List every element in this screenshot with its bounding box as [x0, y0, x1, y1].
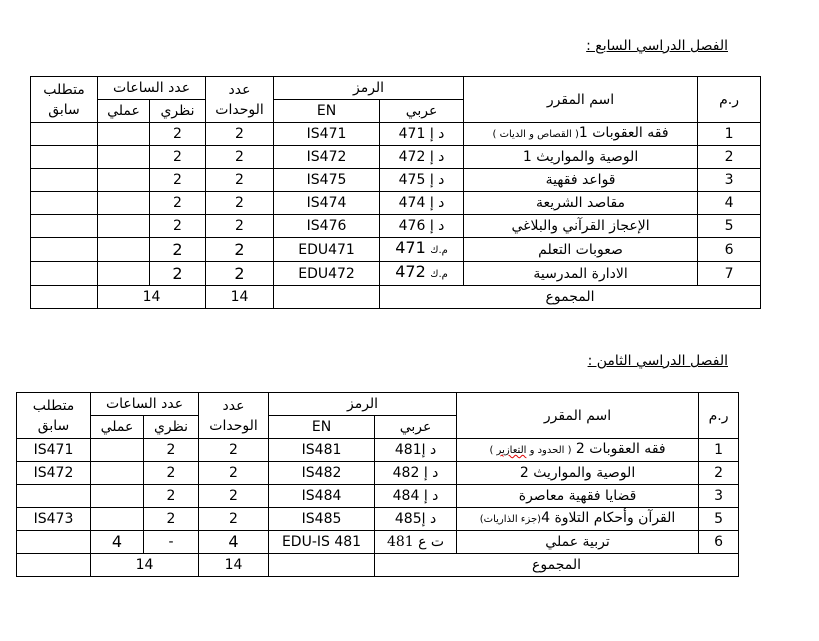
header-prereq [31, 77, 98, 123]
row-name: الإعجاز القرآني والبلاغي [464, 215, 698, 238]
row-units: 2 [199, 462, 269, 485]
row-units: 2 [206, 146, 274, 169]
row-name [457, 439, 699, 462]
total-empty [269, 554, 375, 577]
row-prereq [31, 238, 98, 262]
total-row [17, 554, 739, 577]
row-code-en: EDU-IS 481 [269, 531, 375, 554]
header-code-en: EN [274, 100, 380, 123]
row-num: 5 [698, 215, 761, 238]
header-units-line2: الوحدات [209, 417, 258, 434]
total-label: المجموع [375, 554, 739, 577]
header-units [206, 77, 274, 123]
row-num: 6 [698, 238, 761, 262]
row-units: 2 [199, 485, 269, 508]
row-prereq: IS473 [17, 508, 91, 531]
table-header-row [31, 77, 761, 100]
header-code-ar: عربي [380, 100, 464, 123]
row-practical [98, 169, 150, 192]
course-name: فقه العقوبات 2 [575, 441, 666, 457]
header-num: ر.م [698, 77, 761, 123]
row-code-ar: د إ 482 [375, 462, 457, 485]
row-num: 1 [699, 439, 739, 462]
total-empty [274, 286, 380, 309]
row-code-ar: د إ 472 [380, 146, 464, 169]
row-num: 4 [698, 192, 761, 215]
row-practical [98, 192, 150, 215]
row-name: تربية عملي [457, 531, 699, 554]
row-units: 2 [199, 439, 269, 462]
table-row [17, 485, 739, 508]
total-hours: 14 [91, 554, 199, 577]
row-code-ar [380, 262, 464, 286]
semester-8-title: الفصل الدراسي الثامن : [587, 353, 728, 369]
row-code-en: IS481 [269, 439, 375, 462]
header-code-en: EN [269, 416, 375, 439]
row-theory: 2 [150, 238, 206, 262]
row-code-ar: د إ 475 [380, 169, 464, 192]
row-theory: 2 [150, 123, 206, 146]
row-code-en: IS471 [274, 123, 380, 146]
row-practical [91, 485, 144, 508]
row-code-ar: د إ 484 [375, 485, 457, 508]
header-theory: نظري [150, 100, 206, 123]
header-units-line2: الوحدات [215, 101, 264, 118]
code-prefix: م.ك [430, 269, 448, 280]
row-num: 3 [699, 485, 739, 508]
row-code-en: IS472 [274, 146, 380, 169]
course-note: (جزء الذاريات) [479, 514, 542, 525]
row-units: 2 [206, 262, 274, 286]
header-code: الرمز [269, 393, 457, 416]
header-num: ر.م [699, 393, 739, 439]
course-note: ( القصاص و الديات ) [492, 129, 579, 140]
row-name: الادارة المدرسية [464, 262, 698, 286]
row-prereq: IS471 [17, 439, 91, 462]
row-practical [98, 238, 150, 262]
row-name: مقاصد الشريعة [464, 192, 698, 215]
row-name [464, 123, 698, 146]
table-row [17, 439, 739, 462]
row-code-en: EDU471 [274, 238, 380, 262]
row-practical [91, 439, 144, 462]
row-practical [98, 146, 150, 169]
header-prereq-line1: متطلب [32, 397, 75, 414]
row-theory: 2 [150, 192, 206, 215]
semester-8-table [16, 392, 739, 577]
row-prereq [31, 262, 98, 286]
row-code-ar: د إ 476 [380, 215, 464, 238]
header-name: اسم المقرر [464, 77, 698, 123]
header-prereq-line2: سابق [37, 417, 70, 434]
row-code-ar: د إ481 [375, 439, 457, 462]
row-code-ar: د إ485 [375, 508, 457, 531]
row-name: الوصية والمواريث 1 [464, 146, 698, 169]
row-num: 1 [698, 123, 761, 146]
row-units: 2 [206, 215, 274, 238]
total-units: 14 [206, 286, 274, 309]
row-prereq [31, 215, 98, 238]
table-row [17, 531, 739, 554]
total-prereq-empty [31, 286, 98, 309]
row-num: 2 [699, 462, 739, 485]
header-units-line1: عدد [228, 81, 251, 98]
row-theory: 2 [144, 439, 199, 462]
code-number: 471 [395, 238, 426, 257]
row-practical [98, 262, 150, 286]
row-practical [98, 215, 150, 238]
row-num: 6 [699, 531, 739, 554]
row-practical [98, 123, 150, 146]
row-practical: 4 [91, 531, 144, 554]
row-name: قواعد فقهية [464, 169, 698, 192]
row-code-en: IS474 [274, 192, 380, 215]
row-code-en: EDU472 [274, 262, 380, 286]
course-name: القرآن وأحكام التلاوة 4 [541, 510, 676, 526]
header-units-line1: عدد [222, 397, 245, 414]
row-theory: 2 [150, 215, 206, 238]
row-units: 2 [199, 508, 269, 531]
row-name [457, 508, 699, 531]
course-name: فقه العقوبات 1 [578, 125, 669, 141]
total-prereq-empty [17, 554, 91, 577]
total-row [31, 286, 761, 309]
row-name: قضايا فقهية معاصرة [457, 485, 699, 508]
row-code-en: IS484 [269, 485, 375, 508]
header-hours: عدد الساعات [91, 393, 199, 416]
table-header-row [17, 393, 739, 416]
row-units: 2 [206, 238, 274, 262]
row-code-ar: د إ 471 [380, 123, 464, 146]
header-prereq-line1: متطلب [43, 81, 85, 98]
row-num: 5 [699, 508, 739, 531]
row-code-en: IS475 [274, 169, 380, 192]
row-code-en: IS476 [274, 215, 380, 238]
row-units: 2 [206, 169, 274, 192]
semester-7-table [30, 76, 761, 309]
row-practical [91, 508, 144, 531]
row-code-en: IS482 [269, 462, 375, 485]
row-num: 3 [698, 169, 761, 192]
table-row [31, 123, 761, 146]
row-theory: - [144, 531, 199, 554]
table-row [31, 192, 761, 215]
row-theory: 2 [150, 262, 206, 286]
header-code: الرمز [274, 77, 464, 100]
row-code-ar [380, 238, 464, 262]
row-code-ar: د إ 474 [380, 192, 464, 215]
total-units: 14 [199, 554, 269, 577]
row-name: صعوبات التعلم [464, 238, 698, 262]
row-prereq [31, 146, 98, 169]
table-row [17, 462, 739, 485]
total-hours: 14 [98, 286, 206, 309]
row-num: 2 [698, 146, 761, 169]
total-label: المجموع [380, 286, 761, 309]
header-practical: عملي [98, 100, 150, 123]
code-prefix: م.ك [430, 245, 448, 256]
row-units: 2 [206, 123, 274, 146]
table-row [17, 508, 739, 531]
table-row [31, 169, 761, 192]
row-prereq: IS472 [17, 462, 91, 485]
row-theory: 2 [144, 508, 199, 531]
header-prereq-line2: سابق [48, 101, 80, 118]
header-hours: عدد الساعات [98, 77, 206, 100]
header-units [199, 393, 269, 439]
table-row [31, 262, 761, 286]
row-theory: 2 [150, 146, 206, 169]
header-practical: عملي [91, 416, 144, 439]
row-name: الوصية والمواريث 2 [457, 462, 699, 485]
row-prereq [17, 531, 91, 554]
table-row [31, 215, 761, 238]
course-note: ( الحدود و التعازير ) [489, 445, 572, 456]
row-theory: 2 [150, 169, 206, 192]
row-prereq [31, 123, 98, 146]
row-code-en: IS485 [269, 508, 375, 531]
semester-7-title: الفصل الدراسي السابع : [586, 38, 728, 54]
row-units: 2 [206, 192, 274, 215]
row-num: 7 [698, 262, 761, 286]
row-prereq [31, 169, 98, 192]
row-units: 4 [199, 531, 269, 554]
row-code-ar: ت ع 481 [375, 531, 457, 554]
header-name: اسم المقرر [457, 393, 699, 439]
row-prereq [31, 192, 98, 215]
row-prereq [17, 485, 91, 508]
table-row [31, 238, 761, 262]
header-prereq [17, 393, 91, 439]
code-number: 472 [395, 262, 426, 281]
table-row [31, 146, 761, 169]
header-theory: نظري [144, 416, 199, 439]
row-theory: 2 [144, 485, 199, 508]
row-practical [91, 462, 144, 485]
header-code-ar: عربي [375, 416, 457, 439]
row-theory: 2 [144, 462, 199, 485]
